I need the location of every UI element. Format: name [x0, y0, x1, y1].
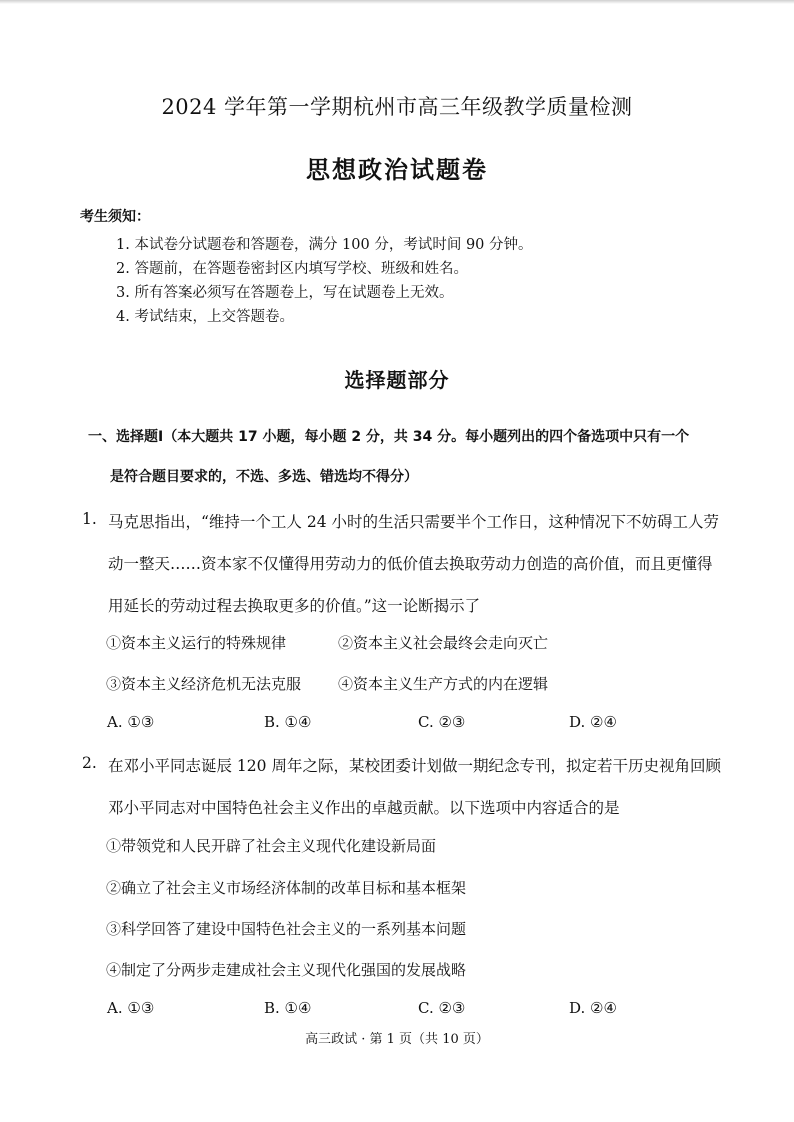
exam-title: 2024 学年第一学期杭州市高三年级教学质量检测: [161, 95, 633, 119]
notice-heading: 考生须知：: [80, 209, 150, 225]
section-instruction: 是符合题目要求的，不选、多选、错选均不得分）: [110, 469, 418, 485]
section-instruction: 一、选择题Ⅰ（本大题共 17 小题，每小题 2 分，共 34 分。每小题列出的四个备选项中只有一个: [88, 429, 690, 445]
notice-item: 2. 答题前，在答题卷密封区内填写学校、班级和姓名。: [116, 261, 468, 277]
notice-item: 4. 考试结束，上交答题卷。: [116, 309, 294, 325]
scan-edge: [0, 0, 794, 4]
statement: ①带领党和人民开辟了社会主义现代化建设新局面: [106, 837, 437, 855]
statement: ②资本主义社会最终会走向灭亡: [338, 634, 549, 652]
question-number: 2.: [82, 754, 97, 772]
statement: ④制定了分两步走建成社会主义现代化强国的发展战略: [106, 961, 467, 979]
choice-a: A. ①③: [107, 713, 155, 731]
choice-b: B. ①④: [264, 999, 312, 1017]
choice-d: D. ②④: [569, 713, 617, 731]
choice-b: B. ①④: [264, 713, 312, 731]
question-text: 动一整天……资本家不仅懂得用劳动力的低价值去换取劳动力创造的高价值，而且更懂得: [108, 555, 713, 573]
question-text: 邓小平同志对中国特色社会主义作出的卓越贡献。以下选项中内容适合的是: [108, 799, 620, 817]
question-text: 马克思指出，“维持一个工人 24 小时的生活只需要半个工作日，这种情况下不妨碍工人劳: [108, 513, 720, 531]
section-title: 选择题部分: [344, 368, 450, 392]
choice-a: A. ①③: [107, 999, 155, 1017]
statement: ④资本主义生产方式的内在逻辑: [338, 675, 549, 693]
paper-title: 思想政治试题卷: [306, 156, 488, 184]
page-footer: 高三政试 · 第 1 页（共 10 页）: [305, 1032, 489, 1047]
choice-c: C. ②③: [418, 713, 466, 731]
choice-d: D. ②④: [569, 999, 617, 1017]
choice-c: C. ②③: [418, 999, 466, 1017]
notice-item: 1. 本试卷分试题卷和答题卷，满分 100 分，考试时间 90 分钟。: [116, 237, 533, 253]
notice-item: 3. 所有答案必须写在答题卷上，写在试题卷上无效。: [116, 285, 454, 301]
statement: ②确立了社会主义市场经济体制的改革目标和基本框架: [106, 879, 467, 897]
question-text: 在邓小平同志诞辰 120 周年之际，某校团委计划做一期纪念专刊，拟定若干历史视角回顾: [108, 757, 721, 775]
statement: ③科学回答了建设中国特色社会主义的一系列基本问题: [106, 920, 467, 938]
statement: ③资本主义经济危机无法克服: [106, 675, 302, 693]
question-number: 1.: [82, 510, 97, 528]
statement: ①资本主义运行的特殊规律: [106, 634, 287, 652]
question-text: 用延长的劳动过程去换取更多的价值。”这一论断揭示了: [108, 597, 481, 615]
